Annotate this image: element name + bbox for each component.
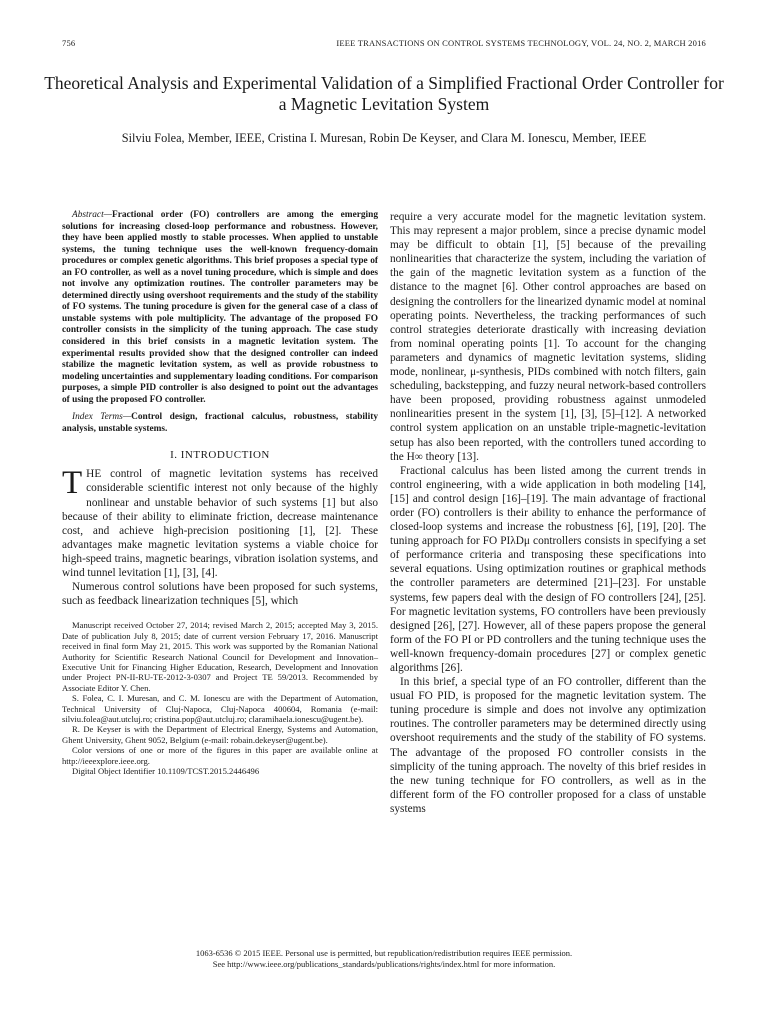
right-column: [390, 210, 706, 816]
footnotes: [62, 620, 378, 776]
intro-paragraph-1-text: HE control of magnetic levitation systems has received considerable scientific interest not only because of the highly nonlinear and unstable behavior of such systems [1] but also because of their ability to eliminate friction, decrease maintenance cost, and achieve high-precision positioning [1], [2]. These advantages make magnetic levitation systems a viable choice for high-speed trains, magnetic bearings, vibration isolation systems, and wind tunnel levitation [1], [3], [4].: [62, 468, 378, 580]
footnote-affiliation-1: S. Folea, C. I. Muresan, and C. M. Ionescu are with the Department of Automation, Technical University of Cluj-Napoca, Cluj-Napoca 400604, Romania (e-mail: silviu.folea@aut.utcluj.ro; cristina.pop@aut.utcluj.ro; claramihaela.ionescu@ugent.be).: [62, 693, 378, 724]
intro-paragraph-2: Numerous control solutions have been proposed for such systems, such as feedback linearization techniques [5], which: [62, 581, 378, 608]
abstract-text: Fractional order (FO) controllers are among the emerging solutions for increasing closed-loop performance and robustness. However, they have been applied mostly to stable processes. When applied to unstable systems, the tuning technique uses the well-known frequency-domain procedures or complex genetic algorithms. This brief proposes a special type of an FO controller, as well as a novel tuning procedure, which is simple and does not involve any optimization routines. The controller parameters may be determined directly using overshoot requirements and the study of the stability of FO systems. The tuning procedure is given for the general case of a class of unstable systems with pole multiplicity. The advantage of the proposed FO controller consists in the simplicity of the tuning approach. The case study considered in this brief consists in a magnetic levitation system. The experimental results provided show that the designed controller can indeed stabilize the magnetic levitation system, as well as provide robustness to modeling uncertainties and supplementary loading conditions. For comparison purposes, a simple PID controller is also designed to point out the advantages of using the proposed FO controller.: [62, 210, 378, 405]
right-paragraph-2: Fractional calculus has been listed among the current trends in control engineering, with a wide application in both modeling [14], [15] and control design [16]–[19]. The main advantage of fractional order (FO) controllers is their ability to enhance the performance of closed-loop systems and increase the robustness [6], [19], [20]. The tuning approach for FO PIλDμ controllers consists in specifying a set of performance criteria and transposing these specifications into several equations. Using optimization routines or graphical methods the controller parameters are determined [21]–[23]. For unstable systems, few papers deal with the design of FO controllers [24], [25]. For magnetic levitation systems, FO controllers have been previously designed [26], [27]. However, all of these papers propose the general form of the FO PI or PD controllers and the tuning technique uses the well-known frequency-domain procedures [27] or complex genetic algorithms [26].: [390, 464, 706, 674]
footnote-color-versions: Color versions of one or more of the figures in this paper are available online at http://ieeexplore.ieee.org.: [62, 745, 378, 766]
index-terms-label: Index Terms: [72, 412, 123, 423]
right-paragraph-1: require a very accurate model for the magnetic levitation system. This may represent a major problem, since a precise dynamic model may be difficult to obtain [1], [5] because of the prevailing nonlinearities that characterize the system, including the variation of the gain of the magnetic levitation system as a function of the distance to the magnet [6]. Other control approaches are based on designing the controllers for the linearized dynamic model at nominal operating points. Nevertheless, the tracking performances of such control strategies deteriorate drastically with increasing deviation from nominal operating points [1]. To account for the changing parameters and dynamics of magnetic levitation systems, sliding mode, nonlinear, μ-synthesis, PIDs combined with notch filters, gain scheduling, backstepping, and fuzzy neural network-based controllers have been proposed, providing robustness against unmodeled nonlinearities present in the system [1], [3], [5]–[12]. A networked control system application on an unstable triple-magnetic-levitation setup has also been reported, with the controllers tuned according to the H∞ theory [13].: [390, 211, 706, 463]
journal-header: IEEE TRANSACTIONS ON CONTROL SYSTEMS TECHNOLOGY, VOL. 24, NO. 2, MARCH 2016: [336, 38, 706, 48]
footnote-manuscript: Manuscript received October 27, 2014; revised March 2, 2015; accepted May 3, 2015. Date of publication July 8, 2015; date of current version February 17, 2016. Manuscript received in final form May 21, 2015. This work was supported by the Romanian National Authority for Scientific Research National Council for Development and Innovation–Executive Unit for Financing Higher Education, Research, Development and Innovation under Project PN-II-RU-TE-2012-3-0307 and Project TE 59/2013. Recommended by Associate Editor Y. Chen.: [62, 620, 378, 693]
index-terms: Index Terms—Control design, fractional calculus, robustness, stability analysis, unstable systems.: [62, 412, 379, 434]
abstract-label: Abstract: [72, 210, 104, 220]
abstract: Abstract—Fractional order (FO) controllers are among the emerging solutions for increasing closed-loop performance and robustness. However, they have been applied mostly to stable processes. When applied to unstable systems, the tuning technique uses the well-known frequency-domain procedures or complex genetic algorithms. This brief proposes a special type of an FO controller, as well as a novel tuning procedure, which is simple and does not involve any optimization routines. The controller parameters may be determined directly using overshoot requirements and the study of the stability of FO systems. The tuning procedure is given for the general case of a class of unstable systems with pole multiplicity. The advantage of the proposed FO controller consists in the simplicity of the tuning approach. The case study considered in this brief consists in a magnetic levitation system. The experimental results provided show that the designed controller can indeed stabilize the magnetic levitation system, as well as provide robustness to modeling uncertainties and supplementary loading conditions. For comparison purposes, a simple PID controller is also designed to point out the advantages of using the proposed FO controller.: [62, 210, 378, 405]
footnote-affiliation-2: R. De Keyser is with the Department of Electrical Energy, Systems and Automation, Ghent University, Ghent 9052, Belgium (e-mail: robain.dekeyser@ugent.be).: [62, 724, 378, 745]
right-paragraph-3: In this brief, a special type of an FO controller, different than the usual FO PID, is proposed for the magnetic levitation system. The tuning procedure is simple and does not involve any optimization routines. The controller parameters may be determined directly using overshoot requirements and the study of the stability of FO systems. The advantage of the proposed FO controller consists in the simplicity of the tuning approach. The novelty of this brief resides in the new tuning technique for FO controllers, as well as in the different form of the FO controller proposed for a class of unstable systems: [390, 676, 706, 815]
author-list: Silviu Folea, Member, IEEE, Cristina I. Muresan, Robin De Keyser, and Clara M. Ionescu, Member, IEEE: [121, 131, 647, 145]
intro-paragraph-1: [62, 467, 378, 580]
drop-cap: T: [62, 465, 83, 502]
copyright-line-1: 1063-6536 © 2015 IEEE. Personal use is permitted, but republication/redistribution requires IEEE permission.: [195, 948, 573, 958]
copyright-notice: [40, 948, 728, 970]
footnote-doi: Digital Object Identifier 10.1109/TCST.2015.2446496: [72, 766, 260, 777]
paper-title: Theoretical Analysis and Experimental Validation of a Simplified Fractional Order Controller for a Magnetic Levitation System: [44, 73, 724, 114]
page-number: 756: [62, 38, 76, 48]
section-heading-introduction: I. INTRODUCTION: [170, 449, 270, 462]
left-column: [62, 210, 378, 776]
copyright-line-2: See http://www.ieee.org/publications_standards/publications/rights/index.html for more information.: [212, 959, 556, 969]
index-terms-text: Control design, fractional calculus, robustness, stability analysis, unstable systems.: [62, 412, 379, 434]
